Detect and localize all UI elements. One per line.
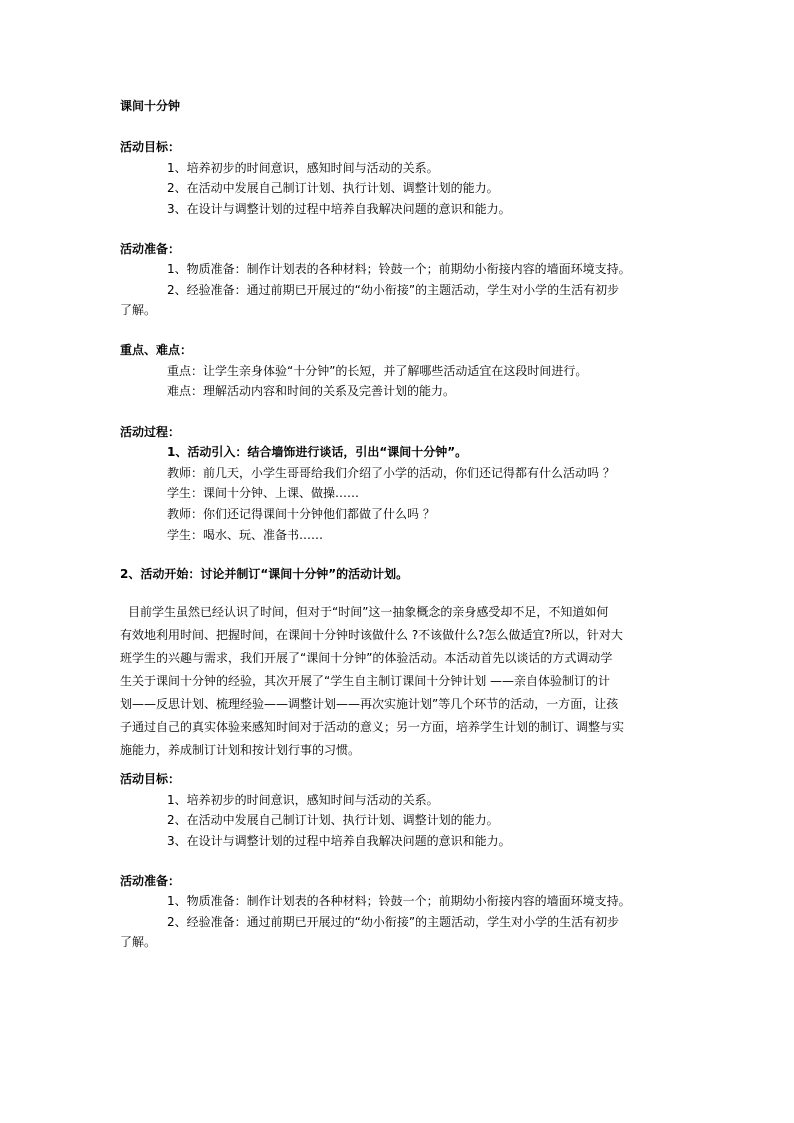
prep-item: 2、经验准备：通过前期已开展过的“幼小衔接”的主题活动，学生对小学的生活有初步 xyxy=(167,915,620,929)
paragraph-line: 生关于课间十分钟的经验，其次开展了“学生自主制订课间十分钟计划 ——亲自体验制订的计 xyxy=(120,674,611,688)
paragraph-line: 目前学生虽然已经认识了时间，但对于“时间”这一抽象概念的亲身感受却不足，不知道如何 xyxy=(128,605,609,619)
key-points-heading: 重点、难点： xyxy=(120,343,193,357)
prep-item: 1、物质准备：制作计划表的各种材料；铃鼓一个；前期幼小衔接内容的墙面环境支持。 xyxy=(167,262,631,276)
paragraph-line: 有效地利用时间、把握时间，在课间十分钟时该做什么 ?不该做什么?怎么做适宜?所以，针对大 xyxy=(120,628,623,642)
prep-item: 2、经验准备：通过前期已开展过的“幼小衔接”的主题活动，学生对小学的生活有初步 xyxy=(167,283,620,297)
page-title: 课间十分钟 xyxy=(120,99,181,113)
dialog-line: 教师：你们还记得课间十分钟他们都做了什么吗 ？ xyxy=(167,507,435,521)
dialog-line: 教师：前几天，小学生哥哥给我们介绍了小学的活动，你们还记得都有什么活动吗 ？ xyxy=(167,466,615,480)
dialog-line: 学生：课间十分钟、上课、做操…… xyxy=(167,486,360,500)
prep-item-wrap: 了解。 xyxy=(120,303,157,317)
goals-heading: 活动目标： xyxy=(120,772,181,786)
goal-item: 3、在设计与调整计划的过程中培养自我解决问题的意识和能力。 xyxy=(167,834,511,848)
goal-item: 1、培养初步的时间意识，感知时间与活动的关系。 xyxy=(167,161,439,175)
paragraph-line: 子通过自己的真实体验来感知时间对于活动的意义；另一方面，培养学生计划的制订、调整与实 xyxy=(120,720,625,734)
prep-heading: 活动准备： xyxy=(120,242,181,256)
process-heading: 活动过程： xyxy=(120,425,181,439)
prep-item: 1、物质准备：制作计划表的各种材料；铃鼓一个；前期幼小衔接内容的墙面环境支持。 xyxy=(167,894,631,908)
process-step-2: 2、活动开始：讨论并制订“课间十分钟”的活动计划。 xyxy=(120,567,409,581)
goal-item: 2、在活动中发展自己制订计划、执行计划、调整计划的能力。 xyxy=(167,181,499,195)
paragraph-line: 划——反思计划、梳理经验——调整计划——再次实施计划”等几个环节的活动，一方面，让孩 xyxy=(120,697,619,711)
goal-item: 1、培养初步的时间意识，感知时间与活动的关系。 xyxy=(167,793,439,807)
paragraph-line: 班学生的兴趣与需求，我们开展了“课间十分钟”的体验活动。本活动首先以谈话的方式调动学 xyxy=(120,651,613,665)
goals-heading: 活动目标： xyxy=(120,140,181,154)
goal-item: 3、在设计与调整计划的过程中培养自我解决问题的意识和能力。 xyxy=(167,202,511,216)
process-step-1: 1、活动引入：结合墙饰进行谈话，引出“课间十分钟”。 xyxy=(167,445,468,459)
prep-item-wrap: 了解。 xyxy=(120,935,157,949)
key-point-item: 难点：理解活动内容和时间的关系及完善计划的能力。 xyxy=(167,384,456,398)
key-point-item: 重点：让学生亲身体验“十分钟”的长短，并了解哪些活动适宜在这段时间进行。 xyxy=(167,364,588,378)
dialog-line: 学生：喝水、玩、准备书…… xyxy=(167,528,324,542)
prep-heading: 活动准备： xyxy=(120,874,181,888)
goal-item: 2、在活动中发展自己制订计划、执行计划、调整计划的能力。 xyxy=(167,813,499,827)
paragraph-line: 施能力，养成制订计划和按计划行事的习惯。 xyxy=(120,743,361,757)
